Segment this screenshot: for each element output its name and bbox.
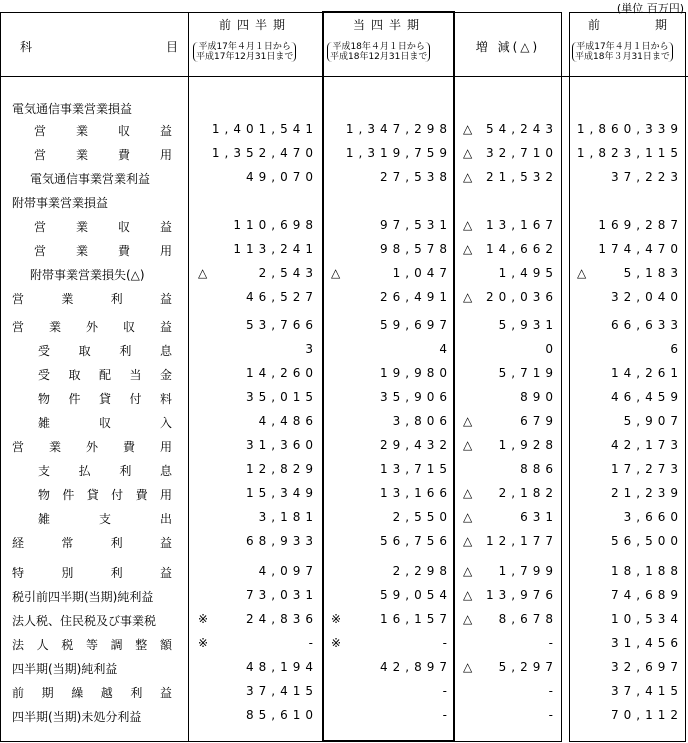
row-label-char: 営 <box>34 124 47 138</box>
row-value: 1,352,470 <box>211 146 318 160</box>
row-label <box>12 534 172 551</box>
row-label-char: 営 <box>12 292 25 306</box>
negative-marker: △ <box>463 564 473 578</box>
row-value: 73,031 <box>246 588 318 602</box>
row-label-char: 利 <box>130 686 143 700</box>
row-label-char: 業 <box>75 220 88 234</box>
row-value: 12,829 <box>246 462 318 476</box>
row-value: 3,181 <box>258 510 318 524</box>
row-value: 631 <box>520 510 558 524</box>
row-label-char: 支 <box>98 512 111 526</box>
row-label-char: 収 <box>98 416 111 430</box>
row-label-char: 益 <box>159 124 172 138</box>
row-value: 679 <box>520 414 558 428</box>
row-label <box>12 684 172 701</box>
row-value: 56,756 <box>380 534 452 548</box>
row-value: 890 <box>520 390 558 404</box>
row-value: 56,500 <box>611 534 683 548</box>
row-label-char: 業 <box>75 244 88 258</box>
row-value: 46,527 <box>246 290 318 304</box>
row-value: 37,415 <box>246 684 318 698</box>
row-label-char: 息 <box>159 464 172 478</box>
row-value: 59,697 <box>380 318 452 332</box>
row-label-char: 受 <box>38 368 51 382</box>
row-label-char: 物 <box>38 488 51 502</box>
row-label-char: 貸 <box>86 488 99 502</box>
row-value: 3,660 <box>623 510 683 524</box>
row-label <box>38 342 172 359</box>
row-label-char: 配 <box>98 368 111 382</box>
row-value: 1,347,298 <box>345 122 452 136</box>
row-label-char: 等 <box>85 638 98 652</box>
row-value: 46,459 <box>611 390 683 404</box>
row-label-char: 調 <box>110 638 123 652</box>
row-value: 1,860,339 <box>576 122 683 136</box>
negative-marker: △ <box>331 266 341 280</box>
row-value: 53,766 <box>246 318 318 332</box>
row-label-char: 金 <box>159 368 172 382</box>
row-label-char: 人 <box>36 638 49 652</box>
column-gap <box>562 12 569 743</box>
row-label-char: 入 <box>159 416 172 430</box>
row-label <box>12 318 172 335</box>
row-value: 37,223 <box>611 170 683 184</box>
header-subject-right: 目 <box>166 40 185 54</box>
row-label-char: 益 <box>159 536 172 550</box>
row-label-char: 収 <box>122 320 135 334</box>
negative-marker: △ <box>463 290 473 304</box>
row-value: 169,287 <box>598 218 683 232</box>
row-value: 32,697 <box>611 660 683 674</box>
row-value: - <box>548 684 558 698</box>
row-value: 2,298 <box>392 564 452 578</box>
negative-marker: △ <box>463 510 473 524</box>
row-value: 13,976 <box>486 588 558 602</box>
row-label-char: 外 <box>85 320 98 334</box>
row-label: 附帯事業営業損益 <box>12 196 109 210</box>
row-value: 15,349 <box>246 486 318 500</box>
row-value: 113,241 <box>233 242 318 256</box>
note-marker: ※ <box>331 612 342 626</box>
row-value: 42,897 <box>380 660 452 674</box>
row-label-char: 業 <box>48 440 61 454</box>
row-value: 2,550 <box>392 510 452 524</box>
row-label-char: 経 <box>12 536 25 550</box>
row-label: 電気通信事業営業利益 <box>30 172 151 186</box>
row-label-char: 益 <box>159 320 172 334</box>
row-value: 1,495 <box>498 266 558 280</box>
row-label-char: 用 <box>159 488 172 502</box>
row-value: 35,015 <box>246 390 318 404</box>
header-prev-fy-right: 期 <box>655 18 674 32</box>
row-label-char: 貸 <box>98 392 111 406</box>
row-value: 29,432 <box>380 438 452 452</box>
row-label-char: 用 <box>159 440 172 454</box>
row-label-char: 件 <box>62 488 75 502</box>
row-value: 6 <box>670 342 683 356</box>
negative-marker: △ <box>463 242 473 256</box>
row-value: 8,678 <box>498 612 558 626</box>
row-label <box>34 146 172 163</box>
row-value: - <box>442 684 452 698</box>
row-value: 4,097 <box>258 564 318 578</box>
row-label <box>12 636 172 653</box>
row-value: 68,933 <box>246 534 318 548</box>
row-label-char: 付 <box>129 392 142 406</box>
row-label-char: 費 <box>117 244 130 258</box>
row-label-char: 取 <box>68 368 81 382</box>
negative-marker: △ <box>463 612 473 626</box>
row-value: 174,470 <box>598 242 683 256</box>
row-label-char: 払 <box>78 464 91 478</box>
row-value: 10,534 <box>611 612 683 626</box>
row-label-char: 件 <box>68 392 81 406</box>
row-value: 13,715 <box>380 462 452 476</box>
row-label-char: 営 <box>12 320 25 334</box>
row-value: 19,980 <box>380 366 452 380</box>
row-value: 32,040 <box>611 290 683 304</box>
row-value: 31,456 <box>611 636 683 650</box>
row-value: 5,183 <box>623 266 683 280</box>
negative-marker: △ <box>198 266 208 280</box>
row-value: 70,112 <box>611 708 683 722</box>
column-divider <box>569 12 570 742</box>
negative-marker: △ <box>463 486 473 500</box>
negative-marker: △ <box>463 588 473 602</box>
row-label-char: 外 <box>85 440 98 454</box>
row-value: 886 <box>520 462 558 476</box>
row-value: 66,633 <box>611 318 683 332</box>
negative-marker: △ <box>463 146 473 160</box>
row-value: 2,182 <box>498 486 558 500</box>
row-label-char: 税 <box>61 638 74 652</box>
note-marker: ※ <box>198 636 209 650</box>
row-label-char: 当 <box>129 368 142 382</box>
row-label-char: 利 <box>110 566 123 580</box>
row-label-char: 別 <box>61 566 74 580</box>
row-label <box>38 462 172 479</box>
row-value: 32,710 <box>486 146 558 160</box>
row-label-char: 取 <box>78 344 91 358</box>
row-value: 97,531 <box>380 218 452 232</box>
row-label-char: 法 <box>12 638 25 652</box>
row-label-char: 常 <box>61 536 74 550</box>
negative-marker: △ <box>463 534 473 548</box>
header-prev-fy-left: 前 <box>588 18 607 32</box>
row-value: 5,719 <box>498 366 558 380</box>
row-value: 24,836 <box>246 612 318 626</box>
row-label-char: 越 <box>100 686 113 700</box>
row-label-char: 利 <box>119 464 132 478</box>
row-label-char: 営 <box>34 244 47 258</box>
row-label <box>34 242 172 259</box>
unit-note: (単位 百万円) <box>616 2 684 15</box>
row-value: 1,047 <box>392 266 452 280</box>
row-label-char: 繰 <box>71 686 84 700</box>
row-label-char: 利 <box>110 292 123 306</box>
row-value: 2,543 <box>258 266 318 280</box>
row-value: 42,173 <box>611 438 683 452</box>
row-label-char: 特 <box>12 566 25 580</box>
row-label-char: 益 <box>159 686 172 700</box>
negative-marker: △ <box>463 170 473 184</box>
header-prev-quarter: 前四半期 <box>218 18 291 32</box>
row-label-char: 営 <box>12 440 25 454</box>
row-label-char: 利 <box>119 344 132 358</box>
row-value: 20,036 <box>486 290 558 304</box>
row-value: 5,297 <box>498 660 558 674</box>
row-value: 3,806 <box>392 414 452 428</box>
row-label: 法人税、住民税及び事業税 <box>12 614 157 628</box>
row-label-char: 用 <box>159 244 172 258</box>
row-value: 49,070 <box>246 170 318 184</box>
row-value: 1,928 <box>498 438 558 452</box>
row-label-char: 息 <box>159 344 172 358</box>
row-label-char: 支 <box>38 464 51 478</box>
row-label-char: 雑 <box>38 416 51 430</box>
prev-fy-period: 平成17年４月１日から 平成18年３月31日まで <box>572 42 673 62</box>
row-label-char: 業 <box>75 148 88 162</box>
row-value: 13,166 <box>380 486 452 500</box>
row-label-char: 利 <box>110 536 123 550</box>
row-value: 1,799 <box>498 564 558 578</box>
row-value: 21,239 <box>611 486 683 500</box>
note-marker: ※ <box>198 612 209 626</box>
row-value: 14,662 <box>486 242 558 256</box>
row-value: 5,931 <box>498 318 558 332</box>
row-label-char: 料 <box>159 392 172 406</box>
row-label-char: 費 <box>122 440 135 454</box>
row-value: - <box>442 636 452 650</box>
row-label-char: 業 <box>48 320 61 334</box>
row-label <box>12 438 172 455</box>
row-value: 18,188 <box>611 564 683 578</box>
row-value: 0 <box>545 342 558 356</box>
row-label-char: 費 <box>117 148 130 162</box>
negative-marker: △ <box>577 266 587 280</box>
row-label <box>38 510 172 527</box>
row-label <box>34 218 172 235</box>
column-divider <box>188 12 189 742</box>
row-value: 110,698 <box>233 218 318 232</box>
row-value: - <box>442 708 452 722</box>
row-label-char: 用 <box>159 148 172 162</box>
row-value: 13,167 <box>486 218 558 232</box>
row-value: 12,177 <box>486 534 558 548</box>
row-value: 17,273 <box>611 462 683 476</box>
negative-marker: △ <box>463 218 473 232</box>
row-value: 98,578 <box>380 242 452 256</box>
row-label: 附帯事業営業損失(△) <box>30 268 145 282</box>
row-value: 4,486 <box>258 414 318 428</box>
row-label-char: 収 <box>117 220 130 234</box>
row-value: 1,401,541 <box>211 122 318 136</box>
row-label: 四半期(当期)純利益 <box>12 662 118 676</box>
row-label-char: 益 <box>159 292 172 306</box>
row-value: 1,823,115 <box>576 146 683 160</box>
prev-quarter-period: 平成17年４月１日から 平成17年12月31日まで <box>193 42 296 62</box>
header-difference: 増 減(△) <box>475 40 541 54</box>
row-label-char: 期 <box>41 686 54 700</box>
row-label <box>38 390 172 407</box>
row-value: 54,243 <box>486 122 558 136</box>
row-value: 37,415 <box>611 684 683 698</box>
row-value: 35,906 <box>380 390 452 404</box>
row-label-char: 付 <box>111 488 124 502</box>
row-label-char: 益 <box>159 220 172 234</box>
row-label-char: 前 <box>12 686 25 700</box>
row-value: 21,532 <box>486 170 558 184</box>
negative-marker: △ <box>463 122 473 136</box>
negative-marker: △ <box>463 660 473 674</box>
row-label-char: 出 <box>159 512 172 526</box>
note-marker: ※ <box>331 636 342 650</box>
row-label-char: 受 <box>38 344 51 358</box>
row-label <box>38 486 172 503</box>
row-value: 5,907 <box>623 414 683 428</box>
row-label-char: 整 <box>135 638 148 652</box>
row-value: - <box>308 636 318 650</box>
row-label <box>38 414 172 431</box>
row-label-char: 額 <box>159 638 172 652</box>
row-value: 48,194 <box>246 660 318 674</box>
row-label-char: 業 <box>75 124 88 138</box>
row-label-char: 業 <box>61 292 74 306</box>
row-value: 16,157 <box>380 612 452 626</box>
row-label-char: 費 <box>135 488 148 502</box>
row-label <box>38 366 172 383</box>
row-label-char: 雑 <box>38 512 51 526</box>
row-value: 14,260 <box>246 366 318 380</box>
row-label: 電気通信事業営業損益 <box>12 102 133 116</box>
row-value: 26,491 <box>380 290 452 304</box>
row-label <box>12 290 172 307</box>
row-label: 税引前四半期(当期)純利益 <box>12 590 154 604</box>
row-value: - <box>548 636 558 650</box>
row-value: 4 <box>439 342 452 356</box>
row-label-char: 物 <box>38 392 51 406</box>
row-label-char: 営 <box>34 220 47 234</box>
row-value: 3 <box>305 342 318 356</box>
row-label: 四半期(当期)未処分利益 <box>12 710 142 724</box>
row-label-char: 収 <box>117 124 130 138</box>
curr-quarter-period: 平成18年４月１日から 平成18年12月31日まで <box>327 42 430 62</box>
row-label-char: 益 <box>159 566 172 580</box>
row-value: 85,610 <box>246 708 318 722</box>
row-value: 31,360 <box>246 438 318 452</box>
row-label <box>34 122 172 139</box>
row-value: 59,054 <box>380 588 452 602</box>
header-subject-left: 科 <box>20 40 39 54</box>
row-value: 14,261 <box>611 366 683 380</box>
row-value: 1,319,759 <box>345 146 452 160</box>
row-value: 27,538 <box>380 170 452 184</box>
header-curr-quarter: 当四半期 <box>352 18 425 32</box>
negative-marker: △ <box>463 438 473 452</box>
row-label-char: 営 <box>34 148 47 162</box>
row-label <box>12 564 172 581</box>
negative-marker: △ <box>463 414 473 428</box>
row-value: 74,689 <box>611 588 683 602</box>
row-value: - <box>548 708 558 722</box>
